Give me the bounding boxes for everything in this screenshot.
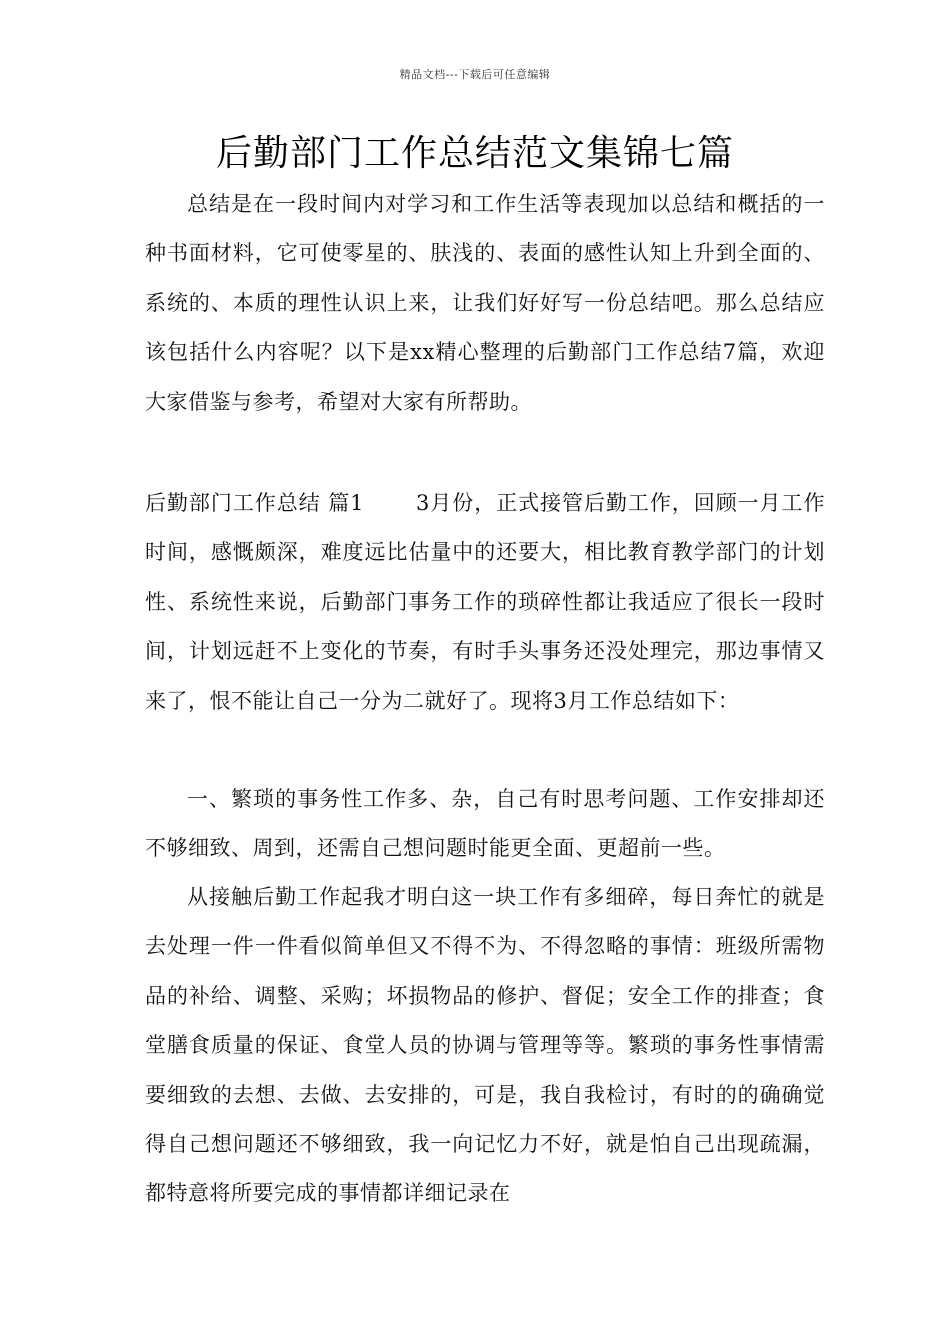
- item-2-paragraph: 从接触后勤工作起我才明白这一块工作有多细碎，每日奔忙的就是去处理一件一件看似简单但又不得不为、不得忽略的事情：班级所需物品的补给、调整、采购；坏损物品的修护、督促；安全工作的排查；食堂膳食质量的保证、食堂人员的协调与管理等等。繁琐的事务性事情需要细致的去想、去做、去安排的，可是，我自我检讨，有时的的确确觉得自己想问题还不够细致，我一向记忆力不好，就是怕自己出现疏漏，都特意将所要完成的事情都详细记录在: [145, 885, 825, 1206]
- intro-paragraph: 总结是在一段时间内对学习和工作生活等表现加以总结和概括的一种书面材料，它可使零星的、肤浅的、表面的感性认知上升到全面的、系统的、本质的理性认识上来，让我们好好写一份总结吧。那么总结应该包括什么内容呢？以下是xx精心整理的后勤部门工作总结7篇，欢迎大家借鉴与参考，希望对大家有所帮助。: [145, 192, 825, 414]
- item-1-paragraph: 一、繁琐的事务性工作多、杂，自己有时思考问题、工作安排却还不够细致、周到，还需自己想问题时能更全面、更超前一些。: [145, 787, 825, 861]
- document-title: 后勤部门工作总结范文集锦七篇: [215, 133, 734, 174]
- section-1-text: 3月份，正式接管后勤工作，回顾一月工作时间，感慨颇深，难度远比估量中的还要大，相比教育教学部门的计划性、系统性来说，后勤部门事务工作的琐碎性都让我适应了很长一段时间，计划远赶不上变化的节奏，有时手头事务还没处理完，那边事情又来了，恨不能让自己一分为二就好了。现将3月工作总结如下：: [145, 491, 826, 713]
- section-1-paragraph: [145, 479, 825, 726]
- section-1-heading: 后勤部门工作总结 篇1: [145, 491, 365, 515]
- header-note: 精品文档---下载后可任意编辑: [399, 68, 551, 81]
